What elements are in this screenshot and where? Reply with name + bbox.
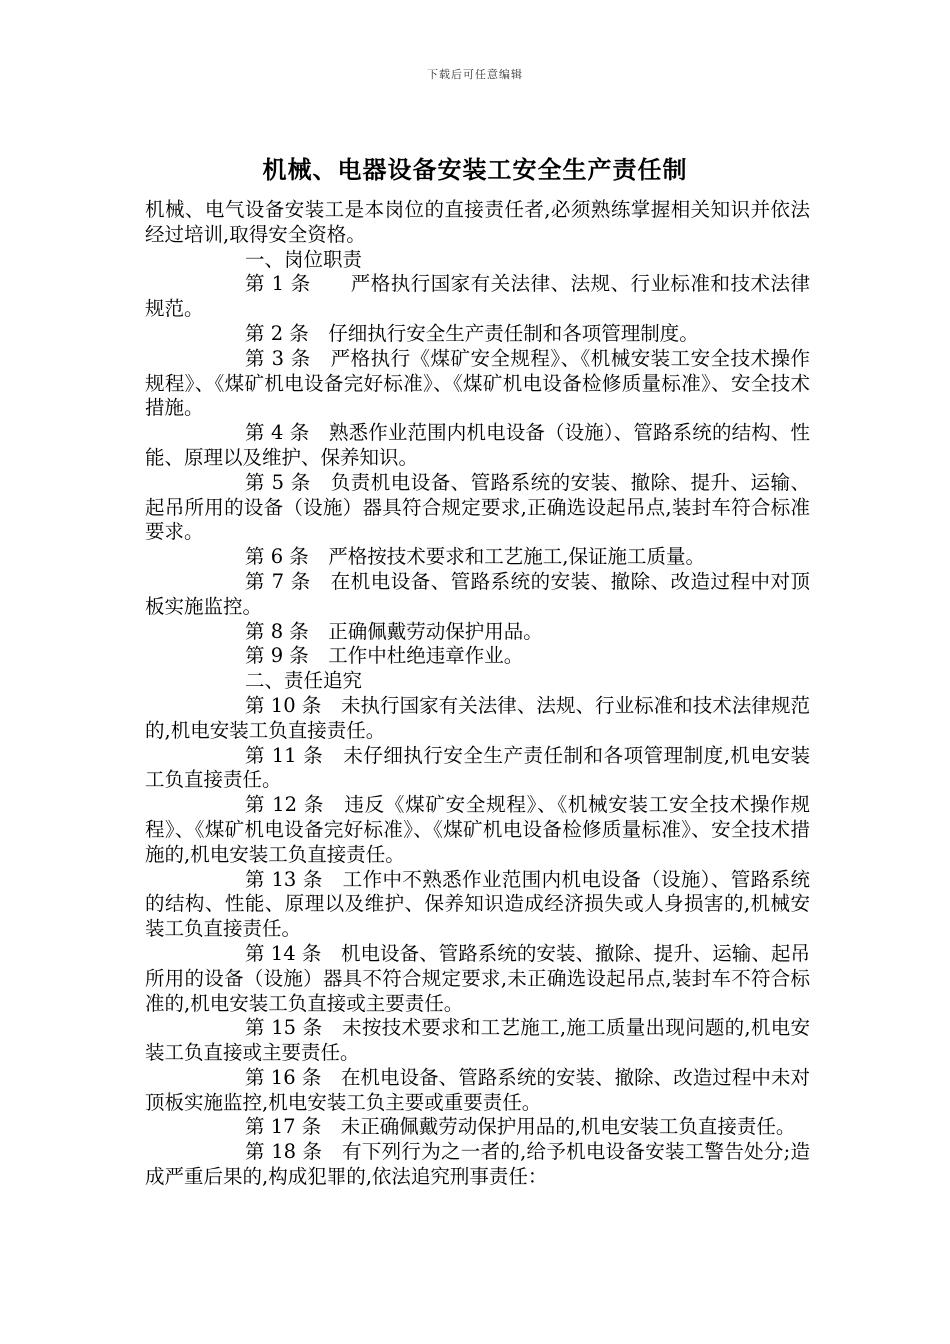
section-heading-accountability: 二、责任追究: [245, 669, 363, 693]
article-17: 第 17 条 未正确佩戴劳动保护用品的,机电安装工负直接责任。: [245, 1115, 796, 1139]
article-1: 第 1 条 严格执行国家有关法律、法规、行业标准和技术法律规范。: [145, 272, 810, 321]
intro-paragraph: 机械、电气设备安装工是本岗位的直接责任者,必须熟练掌握相关知识并依法经过培训,取得安全资格。: [145, 198, 810, 246]
article-4: 第 4 条 熟悉作业范围内机电设备（设施）、管路系统的结构、性能、原理以及维护、保养知识。: [145, 421, 810, 469]
article-7: 第 7 条 在机电设备、管路系统的安装、撤除、改造过程中对顶板实施监控。: [145, 569, 810, 618]
article-9: 第 9 条 工作中杜绝违章作业。: [245, 644, 524, 668]
article-13: 第 13 条 工作中不熟悉作业范围内机电设备（设施）、管路系统的结构、性能、原理以及维护、保养知识造成经济损失或人身损害的,机械安装工负直接责任。: [145, 867, 810, 941]
article-3: 第 3 条 严格执行《煤矿安全规程》、《机械安装工安全技术操作规程》、《煤矿机电设备完好标准》、《煤矿机电设备检修质量标准》、安全技术措施。: [145, 346, 810, 420]
document-title: 机械、电器设备安装工安全生产责任制: [262, 156, 688, 184]
header-note: 下载后可任意编辑: [427, 68, 523, 81]
article-16: 第 16 条 在机电设备、管路系统的安装、撤除、改造过程中未对顶板实施监控,机电安装工负主要或重要责任。: [145, 1065, 810, 1114]
article-2: 第 2 条 仔细执行安全生产责任制和各项管理制度。: [245, 321, 699, 345]
article-8: 第 8 条 正确佩戴劳动保护用品。: [245, 619, 543, 643]
document-body: [145, 198, 810, 1190]
article-5: 第 5 条 负责机电设备、管路系统的安装、撤除、提升、运输、起吊所用的设备（设施）器具符合规定要求,正确选设起吊点,装封车符合标准要求。: [145, 470, 810, 544]
article-12: 第 12 条 违反《煤矿安全规程》、《机械安装工安全技术操作规程》、《煤矿机电设备完好标准》、《煤矿机电设备检修质量标准》、安全技术措施的,机电安装工负直接责任。: [145, 793, 810, 866]
article-10: 第 10 条 未执行国家有关法律、法规、行业标准和技术法律规范的,机电安装工负直接责任。: [145, 693, 810, 742]
article-6: 第 6 条 严格按技术要求和工艺施工,保证施工质量。: [245, 545, 706, 569]
article-11: 第 11 条 未仔细执行安全生产责任制和各项管理制度,机电安装工负直接责任。: [145, 743, 810, 792]
article-14: 第 14 条 机电设备、管路系统的安装、撤除、提升、运输、起吊所用的设备（设施）器具不符合规定要求,未正确选设起吊点,装封车不符合标准的,机电安装工负直接或主要责任。: [145, 941, 810, 1015]
article-18: 第 18 条 有下列行为之一者的,给予机电设备安装工警告处分;造成严重后果的,构成犯罪的,依法追究刑事责任：: [145, 1140, 810, 1189]
article-15: 第 15 条 未按技术要求和工艺施工,施工质量出现问题的,机电安装工负直接或主要责任。: [145, 1016, 810, 1065]
section-heading-duties: 一、岗位职责: [245, 247, 363, 271]
